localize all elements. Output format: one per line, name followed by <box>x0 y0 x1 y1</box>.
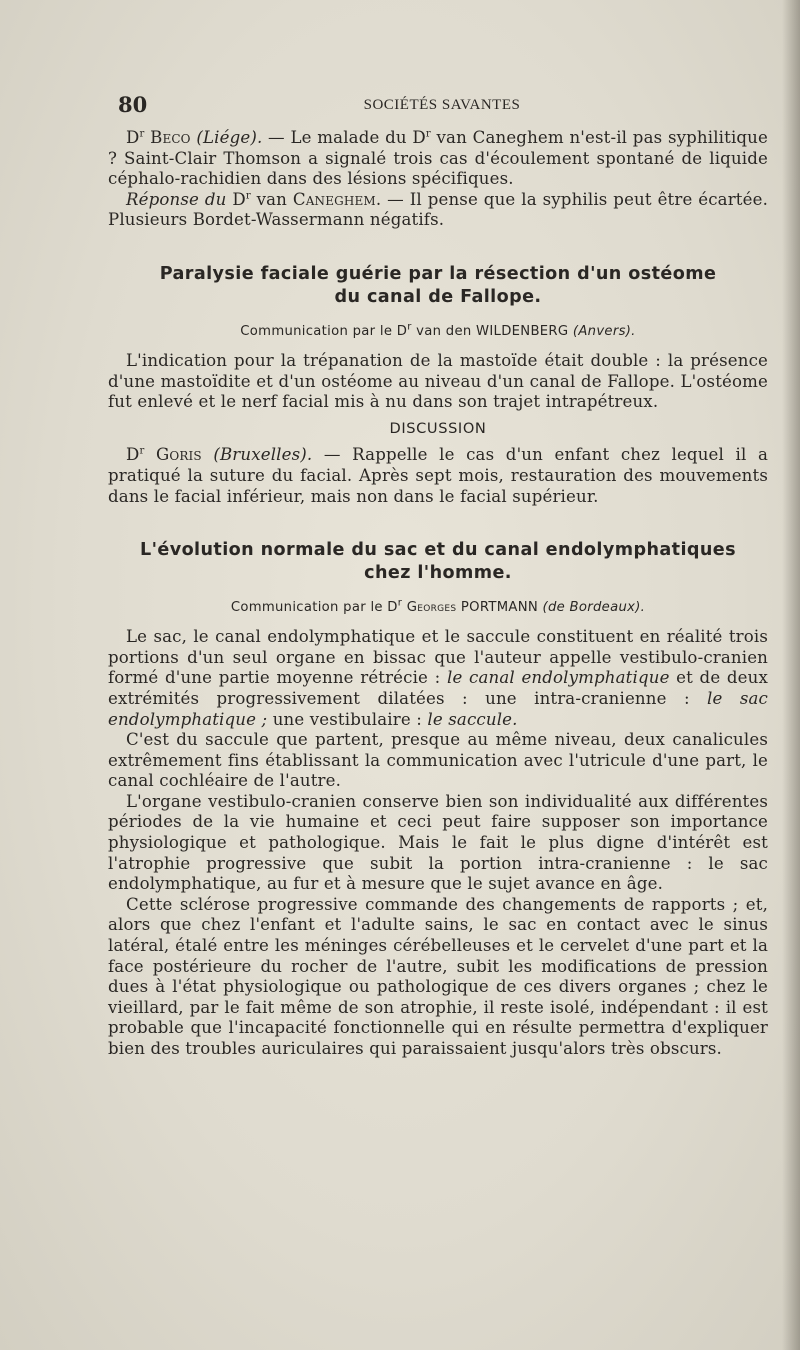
speaker-name: Beco <box>150 128 191 147</box>
reply-prefix: D <box>226 189 246 209</box>
p1-i3: le saccule. <box>427 709 518 729</box>
reply-text: . — Il pense que la syphilis peut être écartée. Plusieurs Bordet-Wassermann négatifs. <box>108 189 768 230</box>
sup: r <box>397 597 403 609</box>
sup: r <box>245 190 251 202</box>
p1-c: une vestibulaire : <box>267 709 428 729</box>
intro-text: — Le malade du D <box>262 128 426 147</box>
reply-label: Réponse du <box>126 189 227 209</box>
page-edge-shadow <box>782 0 800 1350</box>
sup: r <box>407 321 412 333</box>
comm-city: (Anvers). <box>572 323 636 339</box>
section2-paragraph-1 <box>108 627 768 730</box>
sup: r <box>425 128 431 140</box>
p1-i2: le sac endolymphatique ; <box>108 688 768 729</box>
comm-author: PORTMANN <box>456 600 543 616</box>
section1-title <box>108 263 768 309</box>
section2-paragraph-2: C'est du saccule que partent, presque au même niveau, deux canalicules extrêmement fins établissant la communication avec l'utricule d'une part, le canal cochléaire de l'autre. <box>108 730 768 791</box>
body-text <box>108 128 768 1060</box>
section2-communication <box>108 599 768 617</box>
reply-paragraph <box>108 190 768 231</box>
spacer <box>108 309 768 323</box>
disc-text: — Rappelle le cas d'un enfant chez lequel il a pratiqué la suture du facial. Après sept mois, restauration des mouvements dans le facial inférieur, mais non dans le facial supérieur. <box>108 445 769 506</box>
disc-name: Goris <box>155 445 202 465</box>
comm-prefix: Communication par le D <box>240 323 408 339</box>
intro-text-rest: van Caneghem n'est-il pas syphilitique ? Saint-Clair Thomson a signalé trois cas d'écoulement spontané de liquide céphalo-rachidien dans des lésions spécifiques. <box>108 128 768 189</box>
title-line: du canal de Fallope. <box>334 286 542 307</box>
p1-i1: le canal endolymphatique <box>446 668 670 688</box>
section2-paragraph-3: L'organe vestibulo-cranien conserve bien son individualité aux différentes périodes de la vie humaine et ceci peut faire supposer son importance physiologique et pathologique. Mais le fait le plus digne d'intérêt est l'atrophie progressive que subit la portion intra-cranienne : le sac endolymphatique, au fur et à mesure que le sujet avance en âge. <box>108 791 768 894</box>
reply-name: Caneghem <box>292 189 376 209</box>
discussion-paragraph <box>108 445 768 507</box>
title-line: L'évolution normale du sac et du canal endolymphatiques <box>139 540 737 561</box>
p1-a: Le sac, le canal endolymphatique et le saccule constituent en réalité trois portions d'un seul organe en bissac que l'auteur appelle vestibulo-cranien formé d'une partie moyenne rétrécie : <box>108 627 768 688</box>
reply-name-pre: van <box>250 189 293 209</box>
disc-city: (Bruxelles). <box>201 445 313 465</box>
intro-paragraph <box>108 128 768 190</box>
spacer <box>108 617 768 627</box>
speaker-prefix: D <box>126 128 140 147</box>
comm-city: (de Bordeaux). <box>542 600 646 616</box>
running-head: SOCIÉTÉS SAVANTES <box>363 97 521 113</box>
section1-paragraph: L'indication pour la trépanation de la mastoïde était double : la présence d'une mastoïdite et d'un ostéome au niveau d'un canal de Fallope. L'ostéome fut enlevé et le nerf facial mis à nu dans son trajet intrapétreux. <box>108 350 768 412</box>
title-line: chez l'homme. <box>364 563 512 584</box>
sup: r <box>139 445 145 457</box>
page-header <box>118 92 766 122</box>
section1-communication <box>108 323 768 341</box>
comm-prefix: Communication par le D <box>230 600 398 616</box>
spacer <box>108 507 768 539</box>
page-number: 80 <box>118 92 148 117</box>
p1-b: et de deux extrémités progressivement dilatées : une intra-cranienne : <box>108 668 768 708</box>
spacer <box>108 231 768 263</box>
sup: r <box>139 128 145 140</box>
disc-name-pre <box>144 445 156 464</box>
section2-paragraph-4: Cette sclérose progressive commande des changements de rapports ; et, alors que chez l'enfant et l'adulte sains, le sac en contact avec le sinus latéral, étalé entre les méninges cérébelleuses et le cervelet d'une part et la face postérieure du rocher de l'autre, subit les modifications de pression dues à l'état physiologique ou pathologique de ces divers organes ; chez le vieillard, par le fait même de son atrophie, il reste isolé, indépendant : il est probable que l'incapacité fonctionnelle qui en résulte permettra d'expliquer bien des troubles auriculaires qui paraissaient jusqu'alors très obscurs. <box>108 894 768 1058</box>
comm-author: van den WILDENBERG <box>411 323 573 339</box>
disc-prefix: D <box>126 445 140 465</box>
title-line: Paralysie faciale guérie par la résection d'un ostéome <box>159 263 717 284</box>
section2-title <box>108 539 768 585</box>
spacer <box>108 341 768 351</box>
discussion-heading: DISCUSSION <box>389 419 487 437</box>
comm-firstname: Georges <box>402 600 457 616</box>
spacer <box>108 585 768 599</box>
speaker-city: (Liége). <box>196 128 263 147</box>
